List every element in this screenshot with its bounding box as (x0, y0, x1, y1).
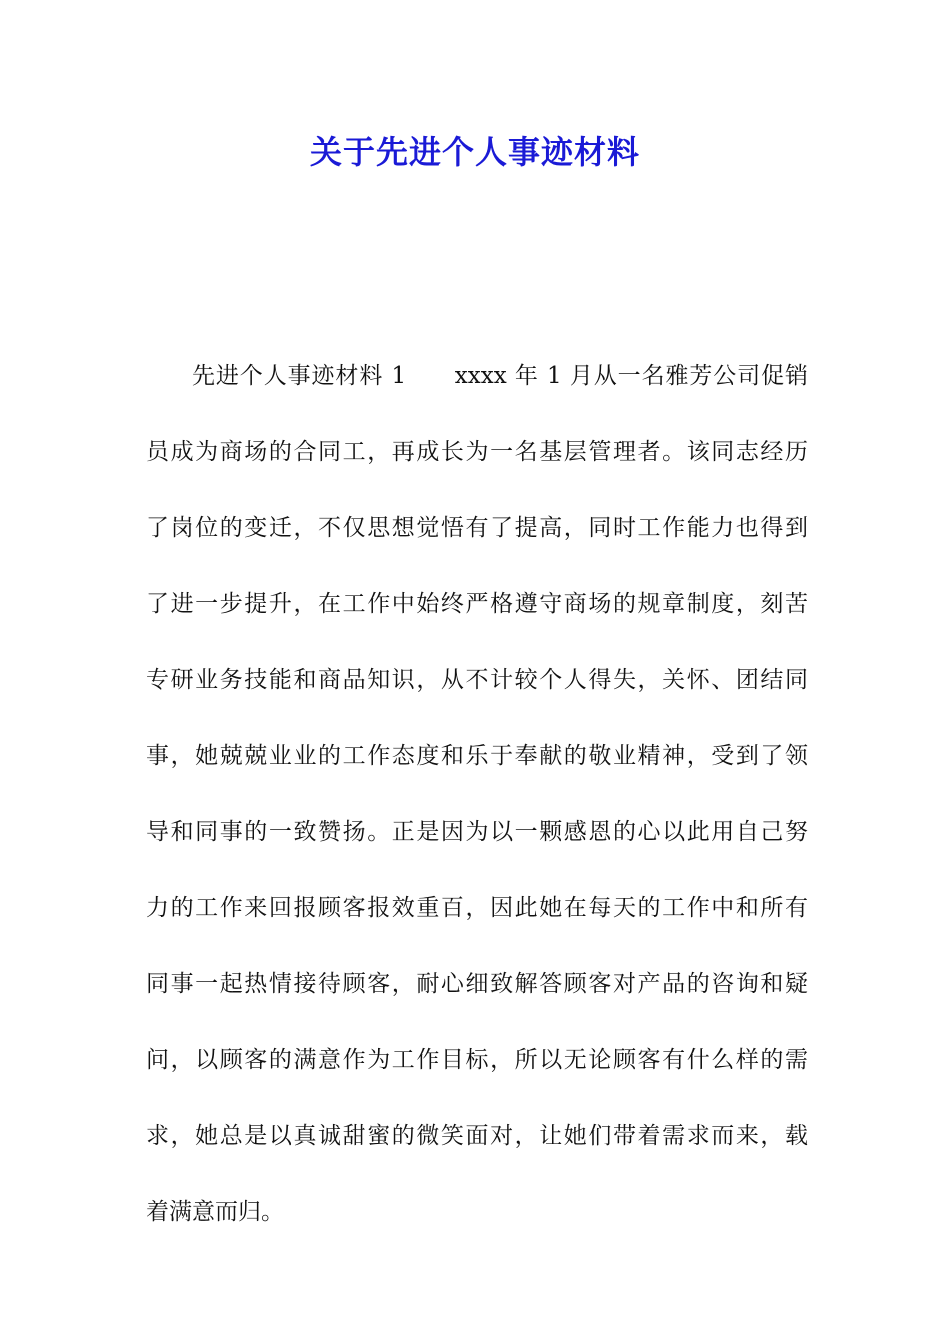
document-body (146, 338, 808, 1250)
paragraph-line: 事，她兢兢业业的工作态度和乐于奉献的敬业精神，受到了领 (146, 743, 808, 769)
paragraph-line: 同事一起热情接待顾客，耐心细致解答顾客对产品的咨询和疑 (146, 971, 808, 997)
paragraph-line: 问，以顾客的满意作为工作目标，所以无论顾客有什么样的需 (146, 1047, 808, 1073)
paragraph-line: 求，她总是以真诚甜蜜的微笑面对，让她们带着需求而来，载 (146, 1123, 808, 1149)
paragraph-line: 先进个人事迹材料 1 xxxx 年 1 月从一名雅芳公司促销 (192, 363, 808, 389)
paragraph-line: 专研业务技能和商品知识，从不计较个人得失，关怀、团结同 (146, 667, 808, 693)
paragraph-line: 了岗位的变迁，不仅思想觉悟有了提高，同时工作能力也得到 (146, 515, 808, 541)
paragraph-line: 着满意而归。 (146, 1199, 284, 1225)
paragraph-line: 员成为商场的合同工，再成长为一名基层管理者。该同志经历 (146, 439, 808, 465)
document-title: 关于先进个人事迹材料 (309, 133, 640, 171)
paragraph-line: 导和同事的一致赞扬。正是因为以一颗感恩的心以此用自己努 (146, 819, 808, 845)
paragraph-line: 力的工作来回报顾客报效重百，因此她在每天的工作中和所有 (146, 895, 808, 921)
paragraph-line: 了进一步提升，在工作中始终严格遵守商场的规章制度，刻苦 (146, 591, 808, 617)
